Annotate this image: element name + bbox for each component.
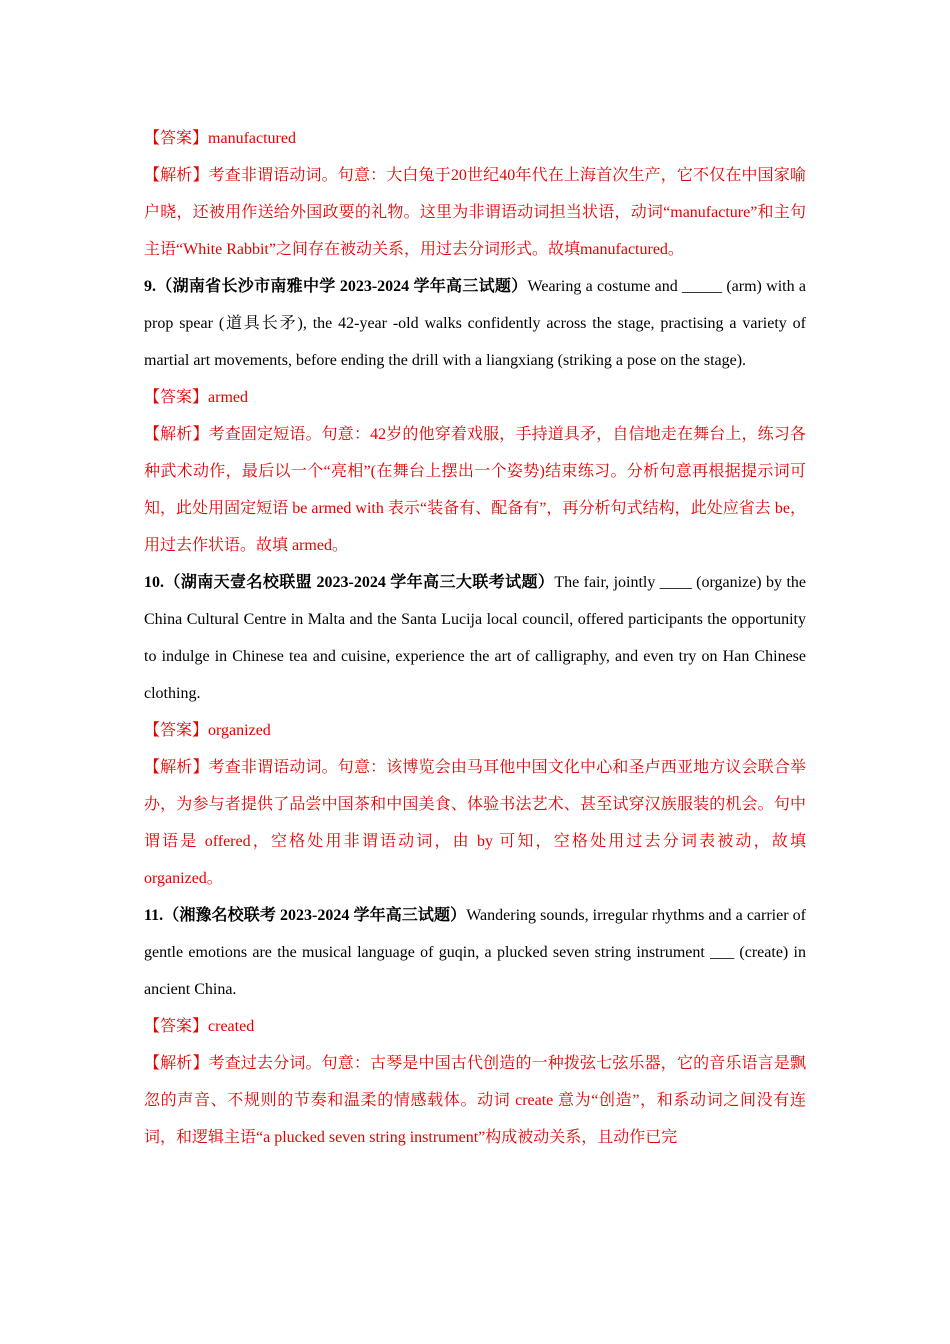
analysis-label: 【解析】 [144,167,209,184]
answer-11 [144,1008,806,1045]
analysis-11 [144,1045,806,1156]
answer-label: 【答案】 [144,722,209,739]
analysis-label: 【解析】 [144,426,209,443]
question-source: （湖南省长沙市南雅中学 2023-2024 学年高三试题） [156,278,528,295]
analysis-label: 【解析】 [144,1055,209,1072]
question-10 [144,564,806,712]
question-number: 10. [144,574,164,591]
question-number: 11. [144,907,164,924]
analysis-10 [144,749,806,897]
question-text: Wandering sounds, irregular rhythms and a carrier of gentle emotions are the musical language of guqin, a plucked seven string instrument ___ (create) in ancient China. [144,907,806,998]
answer-9 [144,379,806,416]
analysis-text: 考查过去分词。句意：古琴是中国古代创造的一种拨弦七弦乐器，它的音乐语言是飘忽的声音、不规则的节奏和温柔的情感载体。动词 create 意为“创造”，和系动词之间没有连词，和逻辑主语“a plucked seven string instrument”构成被动关系，且动作已完 [144,1055,806,1146]
answer-label: 【答案】 [144,130,209,147]
question-9 [144,268,806,379]
analysis-text: 考查非谓语动词。句意：该博览会由马耳他中国文化中心和圣卢西亚地方议会联合举办，为参与者提供了品尝中国茶和中国美食、体验书法艺术、甚至试穿汉族服装的机会。句中谓语是 offered，空格处用非谓语动词，由 by 可知，空格处用过去分词表被动，故填 organized。 [144,759,806,887]
answer-10 [144,712,806,749]
question-11 [144,897,806,1008]
answer-text: organized [208,722,271,739]
analysis-9 [144,416,806,564]
answer-8 [144,120,806,157]
question-text: The fair, jointly ____ (organize) by the China Cultural Centre in Malta and the Santa Lucija local council, offered participants the opportunity to indulge in Chinese tea and cuisine, experience the art of calligraphy, and even try on Han Chinese clothing. [144,574,806,702]
question-source: （湘豫名校联考 2023-2024 学年高三试题） [163,907,467,924]
question-text: Wearing a costume and _____ (arm) with a prop spear (道具长矛), the 42-year -old walks confidently across the stage, practising a variety of martial art movements, before ending the drill with a liangxiang (striking a pose on the stage). [144,278,806,369]
analysis-8 [144,157,806,268]
analysis-label: 【解析】 [144,759,209,776]
question-number: 9. [144,278,156,295]
answer-label: 【答案】 [144,1018,209,1035]
answer-text: armed [208,389,248,406]
document-page [144,120,806,1156]
analysis-text: 考查非谓语动词。句意：大白兔于20世纪40年代在上海首次生产，它不仅在中国家喻户晓，还被用作送给外国政要的礼物。这里为非谓语动词担当状语，动词“manufacture”和主句主语“White Rabbit”之间存在被动关系，用过去分词形式。故填manufactured。 [144,167,806,258]
answer-text: manufactured [208,130,296,147]
answer-text: created [208,1018,255,1035]
analysis-text: 考查固定短语。句意：42岁的他穿着戏服，手持道具矛，自信地走在舞台上，练习各种武术动作，最后以一个“亮相”(在舞台上摆出一个姿势)结束练习。分析句意再根据提示词可知，此处用固定短语 be armed with 表示“装备有、配备有”，再分析句式结构，此处应省去 be，用过去作状语。故填 armed。 [144,426,806,554]
answer-label: 【答案】 [144,389,209,406]
question-source: （湖南天壹名校联盟 2023-2024 学年高三大联考试题） [164,574,555,591]
